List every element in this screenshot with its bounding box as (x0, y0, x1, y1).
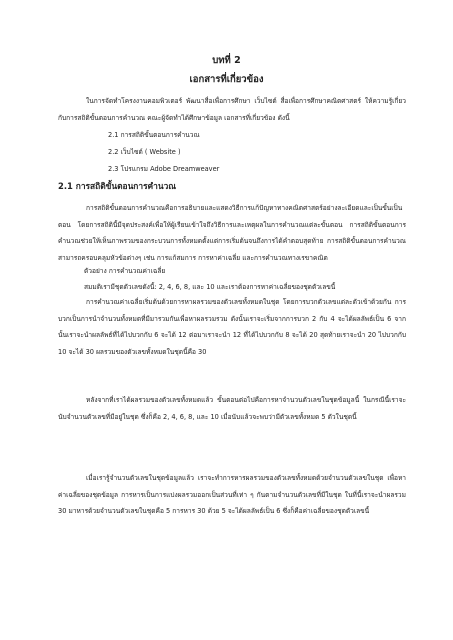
toc-item-2-2: 2.2 เว็บไซต์ ( Website ) (108, 148, 181, 156)
section-paragraph-4: เมื่อเรารู้จำนวนตัวเลขในชุดข้อมูลแล้ว เราจะทำการหารผลรวมของตัวเลขทั้งหมดด้วยจำนวนตัวเลขในชุด เพื่อหาค่าเฉลี่ยของชุดข้อมูล การหารเป็นการแบ่งผลรวมออกเป็นส่วนที่เท่า ๆ กันตามจำนวนตัวเลขที่มีในชุด ในที่นี้เราจะนำผลรวม 30 มาหารด้วยจำนวนตัวเลขในชุดคือ 5 การหาร 30 ด้วย 5 จะได้ผลลัพธ์เป็น 6 ซึ่งก็คือค่าเฉลี่ยของชุดตัวเลขนี้ (58, 474, 406, 515)
intro-paragraph: ในการจัดทำโครงงานคอมพิวเตอร์ พัฒนาสื่อเพื่อการศึกษา เว็บไซต์ สื่อเพื่อการศึกษาคณิตศาสตร์ ให้ความรู้เกี่ยวกับการสถิติขั้นตอนการคำนวณ คณะผู้จัดทำได้ศึกษาข้อมูล เอกสารที่เกี่ยวข้อง ดังนี้ (58, 97, 406, 122)
section-heading: 2.1 การสถิติขั้นตอนการคำนวณ (58, 181, 177, 191)
section-paragraph-3: หลังจากที่เราได้ผลรวมของตัวเลขทั้งหมดแล้ว ขั้นตอนต่อไปคือการหาจำนวนตัวเลขในชุดข้อมูลนี้ ในกรณีนี้เราจะนับจำนวนตัวเลขที่มีอยู่ในชุด ซึ่งก็คือ 2, 4, 6, 8, และ 10 เมื่อนับแล้วจะพบว่ามีตัวเลขทั้งหมด 5 ตัวในชุดนี้ (58, 396, 406, 421)
chapter-title: เอกสารที่เกี่ยวข้อง (189, 74, 264, 85)
example-given: สมมติเรามีชุดตัวเลขดังนี้: 2, 4, 6, 8, และ 10 และเราต้องการหาค่าเฉลี่ยของชุดตัวเลขนี้ (84, 283, 336, 291)
section-paragraph-2: การคำนวณค่าเฉลี่ยเริ่มต้นด้วยการหาผลรวมของตัวเลขทั้งหมดในชุด โดยการบวกตัวเลขแต่ละตัวเข้าด้วยกัน การบวกเป็นการนำจำนวนทั้งหมดที่มีมารวมกันเพื่อหาผลรวมรวม ดังนั้นเราจะเริ่มจากการบวก 2 กับ 4 จะได้ผลลัพธ์เป็น 6 จากนั้นเราจะนำผลลัพธ์ที่ได้ไปบวกกับ 6 จะได้ 12 ต่อมาเราจะนำ 12 ที่ได้ไปบวกกับ 8 จะได้ 20 สุดท้ายเราจะนำ 20 ไปบวกกับ 10 จะได้ 30 ผลรวมของตัวเลขทั้งหมดในชุดนี้คือ 30 (58, 298, 406, 356)
toc-item-2-1: 2.1 การสถิติขั้นตอนการคำนวณ (108, 131, 200, 139)
toc-item-2-3: 2.3 โปรแกรม Adobe Dreamweaver (108, 165, 220, 173)
section-paragraph-1: การสถิติขั้นตอนการคำนวณคือการอธิบายและแสดงวิธีการแก้ปัญหาทางคณิตศาสตร์อย่างละเอียดและเป็นขั้นเป็นตอน โดยการสถิตินี้มีจุดประสงค์เพื่อให้ผู้เรียนเข้าใจถึงวิธีการและเหตุผลในการคำนวณแต่ละขั้นตอน การสถิติขั้นตอนการคำนวณช่วยให้เห็นภาพรวมของกระบวนการทั้งหมดตั้งแต่การเริ่มต้นจนถึงการได้คำตอบสุดท้าย การสถิติขั้นตอนการคำนวณสามารถครอบคลุมหัวข้อต่างๆ เช่น การแก้สมการ การหาค่าเฉลี่ย และการคำนวณทางเรขาคณิต (58, 204, 406, 262)
chapter-number: บทที่ 2 (212, 55, 241, 66)
example-label: ตัวอย่าง การคำนวณค่าเฉลี่ย (84, 267, 166, 275)
